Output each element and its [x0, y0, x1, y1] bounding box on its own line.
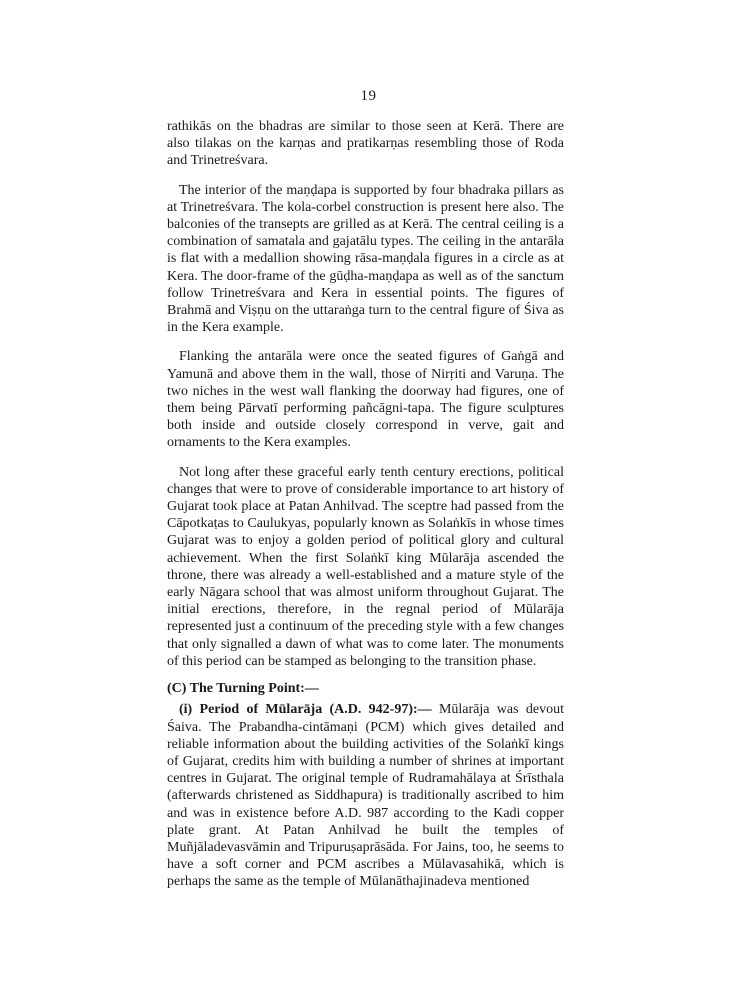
- subsection-paragraph: [167, 701, 564, 890]
- paragraph-1: rathikās on the bhadras are similar to those seen at Kerā. There are also tilakas on the karṇas and pratikarṇas resembling those of Roda and Trinetreśvara.: [167, 119, 564, 169]
- subsection-title: (i) Period of Mūlarāja (A.D. 942-97):—: [179, 702, 432, 718]
- paragraph-4: Not long after these graceful early tenth century erections, political changes that were to prove of considerable importance to art history of Gujarat took place at Patan Anhilvad. The sceptre had passed from the Cāpotkaṭas to Caulukyas, popularly known as Solaṅkīs in whose times Gujarat was to enjoy a golden period of political glory and cultural achievement. When the first Solaṅkī king Mūlarāja ascended the throne, there was already a well-established and a mature style of the early Nāgara school that was almost uniform throughout Gujarat. The initial erections, therefore, in the regnal period of Mūlarāja represented just a continuum of the preceding style with a few changes that only signalled a dawn of what was to come later. The monuments of this period can be stamped as belonging to the transition phase.: [167, 464, 564, 669]
- body-text: [167, 118, 564, 891]
- section-heading: (C) The Turning Point:—: [167, 681, 319, 697]
- subsection-body: Mūlarāja was devout Śaiva. The Prabandha-cintāmaṇi (PCM) which gives detailed and reliable information about the building activities of the Solaṅkī kings of Gujarat, credits him with building a number of shrines at important centres in Gujarat. The original temple of Rudramahālaya at Śrīsthala (afterwards christened as Siddhapura) is traditionally ascribed to him and was in existence before A.D. 987 according to the Kadi copper plate grant. At Patan Anhilvad he built the temples of Muñjāladevasvāmin and Tripuruṣaprāsāda. For Jains, too, he seems to have a soft corner and PCM ascribes a Mūlavasahikā, which is perhaps the same as the temple of Mūlanāthajinadeva mentioned: [167, 702, 564, 890]
- page-number: 19: [360, 88, 377, 104]
- paragraph-3: Flanking the antarāla were once the seated figures of Gaṅgā and Yamunā and above them in the wall, those of Nirṛiti and Varuṇa. The two niches in the west wall flanking the doorway had figures, one of them being Pārvatī performing pañcāgni-tapa. The figure sculptures both inside and outside closely correspond in verve, gait and ornaments to the Kera examples.: [167, 349, 564, 451]
- paragraph-2: The interior of the maṇḍapa is supported by four bhadraka pillars as at Trinetreśvara. The kola-corbel construction is present here also. The balconies of the transepts are grilled as at Kerā. The central ceiling is a combination of samatala and gajatālu types. The ceiling in the antarāla is flat with a medallion showing rāsa-maṇḍala figures in a circle as at Kera. The door-frame of the gūḍha-maṇḍapa as well as of the sanctum follow Trinetreśvara and Kera in essential points. The figures of Brahmā and Viṣṇu on the uttaraṅga turn to the central figure of Śiva as in the Kera example.: [167, 182, 564, 336]
